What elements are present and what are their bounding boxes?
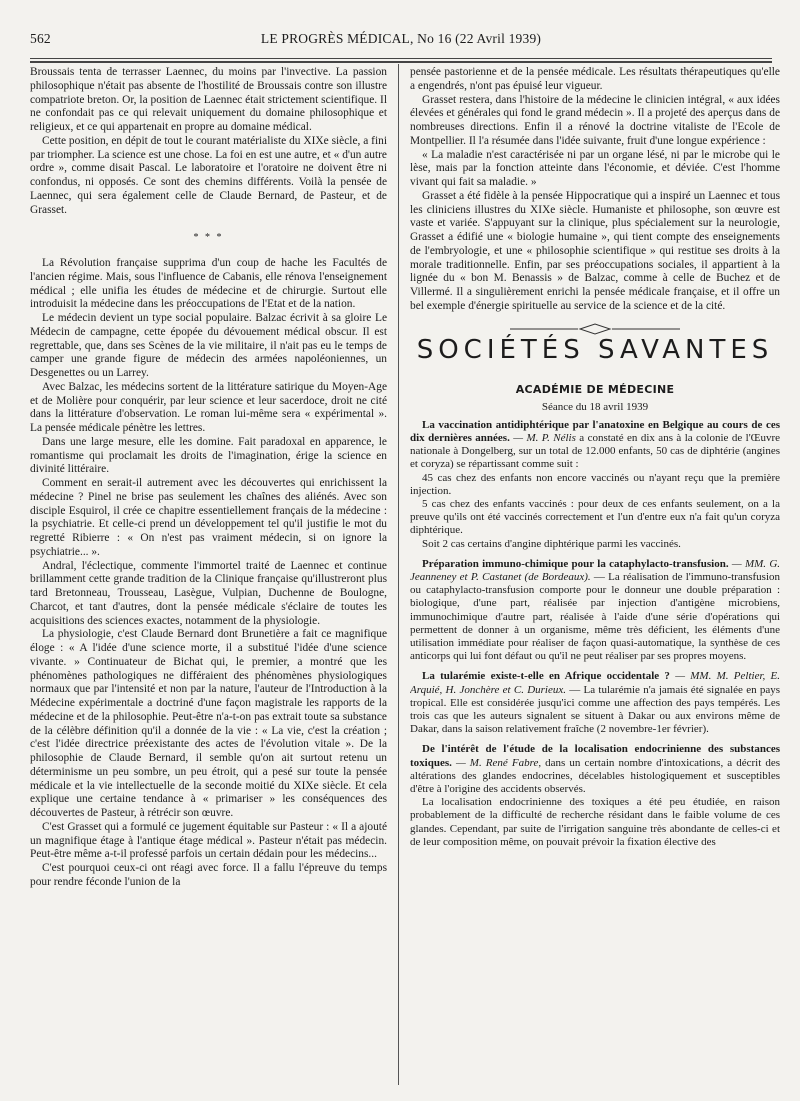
right-column (410, 66, 780, 1085)
paragraph: C'est Grasset qui a formulé ce jugement équitable sur Pasteur : « Il a ajouté un magnifique étage à l'antique étage médical ». Pasteur n'était pas médecin. Peut-être même a-t-il professé parfois un certain dédain pour les médecins... (30, 820, 387, 861)
paragraph: Broussais tenta de terrasser Laennec, du moins par l'invective. La passion philosophique n'était pas absente de l'hostilité de Broussais contre son illustre compatriote breton. Or, la position de Laennec était strictement scientifique. Il ne confondait pas ce qui relevait uniquement du domaine philosophique et religieux, et ce qui appartenait en propre au domaine médical. (30, 66, 387, 133)
abstract-item (410, 419, 780, 472)
header-rule-top (30, 58, 772, 59)
abstract-item (410, 558, 780, 664)
abstract-authors: — MM. G. Jeanneney et P. Castanet (de Bordeaux). (410, 557, 780, 583)
quotation: « La maladie n'est caractérisée ni par un organe lésé, ni par le microbe qui le lèse, mais par la fonction atteinte dans l'économie, et déviée. C'est l'homme vivant qui fait sa maladie. » (410, 148, 780, 188)
paragraph: Avec Balzac, les médecins sortent de la littérature satirique du Moyen-Age et de Molière pour conquérir, par leur science et leur sacerdoce, droit ne cité dans la littérature d'observation. Le roman lui-même sera « expérimental ». La pensée médicale pénètre les lettres. (30, 380, 387, 434)
paragraph: La physiologie, c'est Claude Bernard dont Brunetière a fait ce magnifique éloge : « A l'idée d'une science morte, il a substitué l'idée d'une science vivante. » Continuateur de Bichat qui, le premier, a montré que les phénomènes pathologiques ne différaient des phénomènes physiologiques normaux que par l'intensité et non par la nature, l'auteur de l'Introduction à la Médecine expérimentale a doctriné d'une façon magistrale les rapports de la médecine et de la philosophie. Peut-être n'a-t-on pas extrait toute sa substance de la célèbre définition qu'il a donnée de la vie : « La vie, c'est la création ; c'est l'idée directrice préexistante des actes de l'évolution vitale ». De la philosophie de Claude Bernard, il semble qu'on ait surtout retenu un déterminisme un peu sombre, un peu étroit, qui a pesé sur toute la pensée médicale et la vie intellectuelle de la seconde moitié du XIXe siècle. Et cela explique une certaine tendance à « primariser » les conséquences des découvertes de Pasteur, à rétrécir son œuvre. (30, 628, 387, 819)
abstracts (410, 419, 780, 849)
abstract-extra: La localisation endocrinienne des toxiques a été peu étudiée, en raison probablement de la difficulté de recherche résidant dans le faible volume de ces glandes. Cependant, par suite de l'irrigation sanguine très abondante de celles-ci et de leur composition même, on pouvait prévoir la fixation élective des (410, 796, 780, 848)
abstract-title: De l'intérêt de l'étude de la localisation endocrinienne des substances toxiques. (410, 743, 780, 769)
paragraph: Comment en serait-il autrement avec les découvertes qui enrichissent la médecine ? Pinel ne brise pas seulement les chaînes des aliénés. Avec son disciple Esquirol, il crée ce chapitre essentiellement français de la médecine : la psychiatrie. Et celle-ci prend un développement tel qu'il justifie le mot du regretté Ribierre : « On n'est pas vraiment médecin, si on ignore la psychiatrie... ». (30, 477, 387, 558)
abstract-item (410, 670, 780, 736)
abstract-extra: 45 cas chez des enfants non encore vaccinés ou n'ayant reçu que la première injection. (410, 471, 780, 497)
abstract-body: a constaté en dix ans à la colonie de l'Œuvre nationale à Dongelberg, sur un total de 12.000 enfants, 50 cas de diphtérie (angines et coryza) se répartissant comme suit : (410, 431, 780, 471)
section-separator-stars: * * * (193, 232, 224, 244)
abstract-item (410, 743, 780, 796)
section-title: SOCIÉTÉS SAVANTES (416, 334, 774, 365)
running-header (30, 31, 772, 51)
paragraph: Dans une large mesure, elle les domine. Fait paradoxal en apparence, le romantisme qui proclamait les droits de l'imagination, érige la science en divinité littéraire. (30, 435, 387, 476)
paragraph: Cette position, en dépit de tout le courant matérialiste du XIXe siècle, a fini par triompher. La science est une chose. La foi en est une autre, et « d'un autre ordre », comme disait Pascal. Le laboratoire et l'oratoire ne doivent être ni confondus, ni opposés. Ce sont des chemins différents. Voilà la pensée de Laennec, qui sera également celle de Claude Bernard, de Pasteur, et de Grasset. (30, 134, 387, 216)
paragraph: Le médecin devient un type social populaire. Balzac écrivit à sa gloire Le Médecin de campagne, cette épopée du dévouement médical obscur. Il est regrettable, que, dans ses Scènes de la vie militaire, il n'ait pas eu le temps de camper une grande figure de médecin des armées napoléoniennes, un Desgenettes ou un Larrey. (30, 312, 387, 379)
abstract-authors: — M. P. Nélis (513, 431, 576, 444)
paragraph: Andral, l'éclectique, commente l'immortel traité de Laennec et continue brillamment cette grande tradition de la Clinique française qu'illustreront plus tard Bretonneau, Trousseau, Lasègue, Vulpian, Duchenne de Boulogne, Charcot, et tant d'autres, dont la pensée médicale s'éclaire de toutes les acquisitions des sciences exactes, notamment de la physiologie. (30, 559, 387, 627)
abstract-extra: Soit 2 cas certains d'angine diphtérique parmi les vaccinés. (422, 537, 681, 550)
academy-heading: ACADÉMIE DE MÉDECINE (515, 383, 675, 397)
header-rule-bottom (30, 61, 772, 63)
left-column (30, 66, 387, 1085)
abstract-title: La vaccination antidiphtérique par l'anatoxine en Belgique au cours de ces dix dernières années. (410, 418, 780, 444)
paragraph: Grasset restera, dans l'histoire de la médecine le clinicien intégral, « aux idées élevées et générales qui fond le grand médecin ». Il a projeté des aperçus dans de nombreuses directions. Enfin il a rénové la doctrine vitaliste de l'Ecole de Montpellier. Il l'a résumée dans l'idée suivante, fruit d'une longue expérience : (410, 93, 780, 147)
abstract-title: La tularémie existe-t-elle en Afrique occidentale ? (422, 670, 670, 683)
abstract-extra: 5 cas chez des enfants vaccinés : pour deux de ces enfants seulement, on a la preuve qu'ils ont été vaccinés correctement et l'un d'entre eux n'a fait qu'un coryza diphtérique. (410, 497, 780, 537)
ornamental-divider (410, 322, 780, 336)
paragraph: La Révolution française supprima d'un coup de hache les Facultés de l'ancien régime. Mais, sous l'influence de Cabanis, elle rénova l'enseignement médical ; elle unifia les études de médecine et de chirurgie. Surtout elle introduisit la médecine dans les préoccupations de l'Etat et de la nation. (30, 257, 387, 311)
paragraph: C'est pourquoi ceux-ci ont réagi avec force. Il a fallu l'épreuve du temps pour rendre féconde l'union de la (30, 862, 387, 888)
abstract-body: — La réalisation de l'immuno-transfusion ou cataphylacto-transfusion comporte pour le donneur une double préparation : biologique, d'une part, réalisée par injection d'antigène microbiens, immunochimique d'autre part, réalisée à l'aide d'une série d'opérations qui permettent de donner à un organisme, même très déficient, les éléments d'une utilisation immédiate pour réaliser de façon quasi-automatique, la synthèse de ces anticorps qui lui font défaut ou qu'il ne peut réaliser par ses propres moyens. (410, 570, 780, 663)
paragraph: pensée pastorienne et de la pensée médicale. Les résultats thérapeutiques qu'elle a engendrés, n'ont pas épuisé leur vigueur. (410, 66, 780, 92)
abstract-body: dans un certain nombre d'intoxications, a décrit des altérations des glandes endocrines, décelables histologiquement et susceptibles d'être à l'origine des accidents observés. (410, 756, 780, 796)
ornament-icon (510, 322, 680, 336)
abstract-title: Préparation immuno-chimique pour la cataphylacto-transfusion. (422, 557, 729, 570)
session-date: Séance du 18 avril 1939 (541, 401, 649, 413)
abstract-body: — La tularémie n'a jamais été signalée en pays tropical. Elle est considérée jusqu'ici comme une affection des pays tempérés. Les trois cas que les auteurs signalent se situent à Dakar ou aux environs même de Dakar, dans la saison relativement fraîche (2 novembre-1er février). (410, 683, 780, 736)
running-title: LE PROGRÈS MÉDICAL, No 16 (22 Avril 1939) (260, 31, 542, 46)
abstract-authors: — M. René Fabre, (455, 756, 542, 769)
page-number: 562 (30, 31, 51, 46)
column-divider (398, 64, 399, 1085)
paragraph: Grasset a été fidèle à la pensée Hippocratique qui a inspiré un Laennec et tous les cliniciens illustres du XIXe siècle. Humaniste et philosophe, son œuvre est vaste et variée. S'appuyant sur la clinique, plus spécialement sur la neurologie, Grasset a édifié une « biologie humaine », qui tient compte des enseignements de l'embryologie, et une « philosophie scientifique » qui restitue ses droits à la morale traditionnelle. Enfin, par ses préoccupations sociales, il appartient à la lignée du « bon M. Benassis » de Balzac, comme à celle de Buchez et de Villermé. Il a singulièrement enrichi la pensée médicale française, et il offre un bel exemple d'énergie spirituelle au service de la science et de la cité. (410, 189, 780, 312)
abstract-authors: — MM. M. Peltier, E. Arquié, H. Jonchère et C. Durieux. (410, 670, 780, 696)
